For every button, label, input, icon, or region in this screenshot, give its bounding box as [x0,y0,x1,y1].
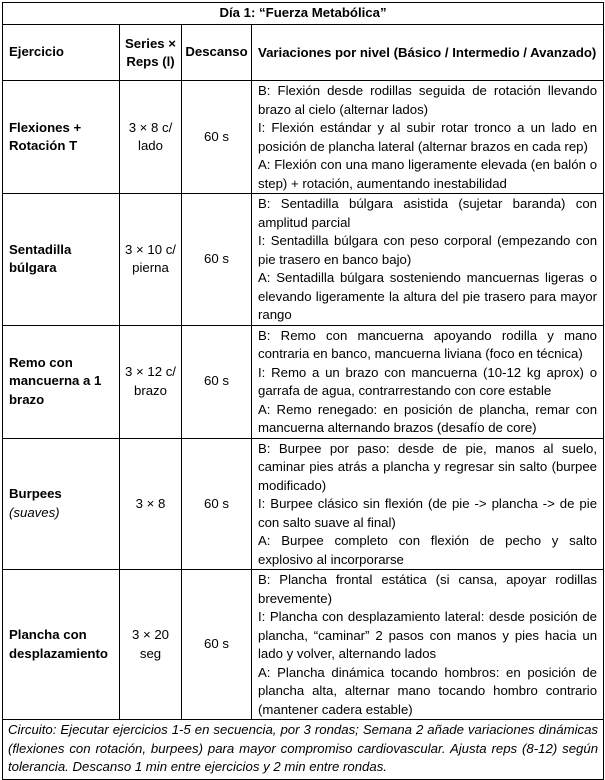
exercise-cell [3,194,120,326]
variation-advanced: A: Burpee completo con flexión de pecho y salto explosivo al incorporarse [258,533,598,567]
exercise-cell [3,570,120,720]
header-exercise: Ejercicio [3,25,120,81]
table-title: Día 1: “Fuerza Metabólica” [3,3,604,25]
title-row [3,3,604,25]
variation-basic: B: Remo con mancuerna apoyando rodilla y mano contraria en banco, mancuerna liviana (foco en técnica) [258,327,598,361]
variation-basic: B: Burpee por paso: desde de pie, manos al suelo, caminar pies atrás a plancha y regresar sin salto (burpee modificado) [258,440,598,493]
variations-cell [252,325,604,438]
exercise-note: (suaves) [9,504,60,520]
series-cell: 3 × 8 c/ lado [120,81,182,194]
exercise-cell [3,81,120,194]
exercise-name: Burpees [9,486,62,502]
exercise-name: Flexiones + Rotación T [9,119,82,153]
variation-advanced: A: Remo renegado: en posición de plancha, remar con mancuerna alternando brazos (desafío de core) [258,401,598,435]
exercise-cell [3,438,120,570]
variations-cell [252,570,604,720]
table-row [3,194,604,326]
rest-cell: 60 s [182,325,252,438]
rest-cell: 60 s [182,81,252,194]
variation-intermediate: I: Burpee clásico sin flexión (de pie -> plancha -> de pie con salto suave al final) [258,496,598,530]
table-row [3,438,604,570]
variation-basic: B: Flexión desde rodillas seguida de rotación llevando brazo al cielo (alternar lados) [258,83,598,117]
series-cell: 3 × 10 c/ pierna [120,194,182,326]
rest-cell: 60 s [182,194,252,326]
rest-cell: 60 s [182,438,252,570]
variation-advanced: A: Flexión con una mano ligeramente elevada (en balón o step) + rotación, aumentando inestabilidad [258,157,598,191]
table-row [3,81,604,194]
variation-basic: B: Sentadilla búlgara asistida (sujetar baranda) con amplitud parcial [258,196,598,230]
footer-note: Circuito: Ejecutar ejercicios 1-5 en secuencia, por 3 rondas; Semana 2 añade variaciones dinámicas (flexiones con rotación, burpees) para mayor compromiso cardiovascular. Ajusta reps (8-12) según tolerancia. Descanso 1 min entre ejercicios y 2 min entre rondas. [3,720,604,780]
exercise-name: Sentadilla búlgara [9,241,72,276]
variation-intermediate: I: Plancha con desplazamiento lateral: desde posición de plancha, “caminar” 2 pasos con manos y pies hacia un lado y volver, alternando lados [258,609,598,661]
variation-intermediate: I: Sentadilla búlgara con peso corporal (empezando con pie trasero en banco bajo) [258,233,598,267]
series-cell: 3 × 20 seg [120,570,182,720]
workout-table [2,2,604,780]
rest-cell: 60 s [182,570,252,720]
footer-row [3,720,604,780]
exercise-cell [3,325,120,438]
variations-cell [252,438,604,570]
variation-advanced: A: Sentadilla búlgara sosteniendo mancuernas ligeras o elevando ligeramente la altura del pie trasero para mayor rango [258,270,598,322]
header-variations: Variaciones por nivel (Básico / Intermedio / Avanzado) [252,25,604,81]
variation-advanced: A: Plancha dinámica tocando hombros: en posición de plancha alta, alternar mano tocando hombro contrario (mantener cadera estable) [258,664,598,717]
variation-intermediate: I: Flexión estándar y al subir rotar tronco a un lado en posición de plancha lateral (alternar brazos en cada rep) [258,120,598,154]
exercise-name: Remo con mancuerna a 1 brazo [9,354,102,407]
variations-cell [252,81,604,194]
table-row [3,570,604,720]
table-row [3,325,604,438]
variation-basic: B: Plancha frontal estática (si cansa, apoyar rodillas brevemente) [258,572,598,606]
variations-cell [252,194,604,326]
header-series: Series × Reps (l) [120,25,182,81]
series-cell: 3 × 8 [120,438,182,570]
series-cell: 3 × 12 c/ brazo [120,325,182,438]
variation-intermediate: I: Remo a un brazo con mancuerna (10-12 kg aprox) o garrafa de agua, contrarrestando con core estable [258,364,598,398]
header-rest: Descanso [182,25,252,81]
exercise-name: Plancha con desplazamiento [9,627,108,661]
header-row [3,25,604,81]
